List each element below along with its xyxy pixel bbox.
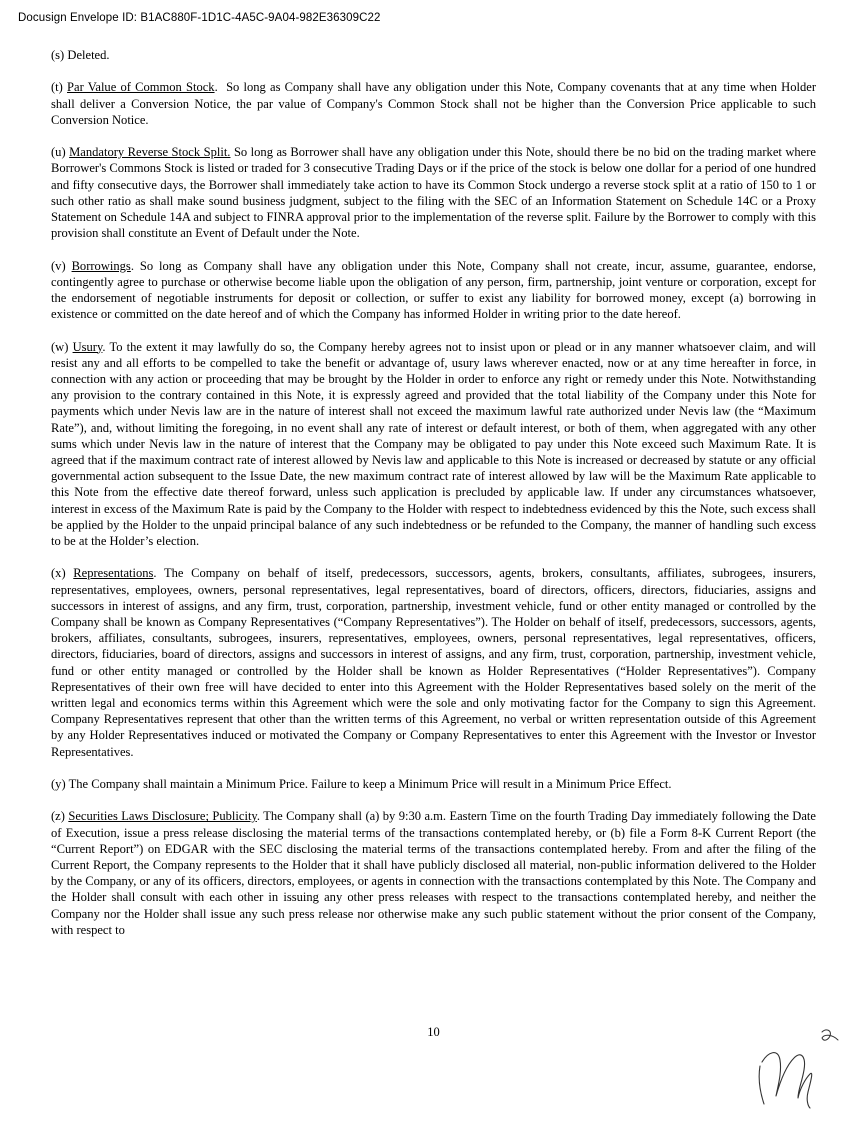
section-heading: Usury [72, 339, 103, 354]
section-heading-punct: . [102, 339, 106, 354]
section-label: (w) [51, 339, 69, 354]
section-heading-punct: . [256, 809, 261, 824]
document-body [51, 47, 816, 954]
section-heading: Borrowings [71, 258, 131, 273]
section-text: The Company shall (a) by 9:30 a.m. Eastern Time on the fourth Trading Day immediately following the Date of Execution, issue a press release disclosing the material terms of the transactions contemplated hereby, or (b) file a Form 8-K Current Report (the “Current Report”) on EDGAR with the SEC disclosing the material terms of the transactions contemplated hereby. From and after the filing of the Current Report, the Company represents to the Holder that it shall have publicly disclosed all material, non-public information delivered to the Holder by the Company, or any of its officers, directors, employees, or agents in connection with the transactions contemplated by this Note. The Company and the Holder shall consult with each other in issuing any other press releases with respect to the transactions contemplated hereby, and neither the Company nor the Holder shall issue any such press release nor otherwise make any such public statement without the prior consent of the Company, with respect to [51, 809, 816, 937]
section-text: Deleted. [67, 48, 110, 62]
section-label: (u) [51, 145, 66, 160]
section-text: The Company on behalf of itself, predecessors, successors, agents, brokers, consultants, affiliates, subrogees, insurers, representatives, employees, owners, personal representatives, legal representatives, board of directors, officers, directors, fiduciaries, assigns and successors in interest of assigns, and any firm, trust, corporation, partnership, investment vehicle, fund or other entity managed or controlled by the Company shall be known as Company Representatives (“Company Representatives”). The Holder on behalf of itself, predecessors, successors, agents, brokers, affiliates, consultants, subrogees, insurers, representatives, employees, owners, personal representatives, legal representatives, officers, directors, fiduciaries, board of directors, assigns and successors in interest of assigns, and any firm, trust, corporation, partnership, investment vehicle, fund or other entity managed or controlled by the Holder shall be known as Holder Representatives (“Holder Representatives”). Company Representatives of their own free will have decided to enter into this Agreement with the Holder Representatives based solely on the merit of the written legal and economics terms within this Agreement which were the sole and only motivating factor for the Company to sign this Agreement. Company Representatives represent that other than the written terms of this Agreement, no verbal or written representation outside of this Agreement by any Holder Representatives induced or motivated the Company or Company Representatives to enter this Agreement with the Investor or Investor Representatives. [51, 566, 816, 759]
section-label: (t) [51, 80, 63, 95]
section-s [51, 47, 816, 63]
section-heading: Par Value of Common Stock [67, 80, 215, 95]
section-heading-punct: . [153, 566, 157, 581]
section-label: (s) [51, 48, 65, 62]
section-heading-punct: . [214, 80, 218, 95]
section-heading: Representations [73, 566, 154, 581]
section-v [51, 258, 816, 323]
section-label: (y) [51, 777, 66, 792]
section-x [51, 565, 816, 759]
section-label: (x) [51, 566, 66, 581]
section-label: (z) [51, 809, 65, 824]
section-label: (v) [51, 258, 66, 273]
section-text: So long as Company shall have any obligation under this Note, Company shall not create, incur, assume, guarantee, endorse, contingently agree to purchase or otherwise become liable upon the obligation of any person, firm, partnership, joint venture or corporation, except for the endorsement of negotiable instruments for deposit or collection, or suffer to exist any liability for borrowed money, except (a) borrowing in existence or committed on the date hereof and of which the Company has informed Holder in writing prior to the date hereof. [51, 258, 816, 322]
docusign-envelope-id: Docusign Envelope ID: B1AC880F-1D1C-4A5C-9A04-982E36309C22 [18, 12, 381, 24]
section-heading: Mandatory Reverse Stock Split. [69, 145, 231, 160]
section-t [51, 79, 816, 128]
section-text: So long as Borrower shall have any obligation under this Note, should there be no bid on the trading market where Borrower's Commons Stock is listed or traded for 3 consecutive Trading Days or if the price of the stock is below one dollar for a period of one hundred and fifty consecutive days, the Borrower shall immediately take action to have its Common Stock undergo a reverse stock split at a ratio of 150 to 1 or such other ratio as shall make sound business judgment, subject to the filing with the SEC of an Information Statement on Schedule 14C or a Proxy Statement on Schedule 14A and subject to FINRA approval prior to the implementation of the reverse split. Failure by the Borrower to comply with this provision shall constitute an Event of Default under the Note. [51, 145, 816, 241]
section-z [51, 808, 816, 938]
section-heading-punct: . [130, 258, 134, 273]
section-y [51, 776, 816, 792]
section-heading: Securities Laws Disclosure; Publicity [68, 809, 257, 824]
page-number: 10 [427, 1025, 440, 1039]
section-u [51, 144, 816, 241]
section-text: To the extent it may lawfully do so, the Company hereby agrees not to insist upon or plead or in any manner whatsoever claim, and will resist any and all efforts to be compelled to take the benefit or advantage of, usury laws wherever enacted, now or at any time hereafter in force, in connection with any action or proceeding that may be brought by the Holder in order to enforce any right or remedy under this Note. Notwithstanding any provision to the contrary contained in this Note, it is expressly agreed and provided that the total liability of the Company under this Note for payments which under Nevis law are in the nature of interest shall not exceed the maximum lawful rate authorized under Nevis law (the “Maximum Rate”), and, without limiting the foregoing, in no event shall any rate of interest or default interest, or both of them, when aggregated with any other sums which under Nevis law in the nature of interest that the Company may be obligated to pay under this Note exceed such Maximum Rate. It is agreed that if the maximum contract rate of interest allowed by Nevis law and applicable to this Note is increased or decreased by statute or any official governmental action subsequent to the Issue Date, the new maximum contract rate of interest allowed by law will be the Maximum Rate applicable to this Note from the effective date thereof forward, unless such application is precluded by applicable law. If under any circumstances whatsoever, interest in excess of the Maximum Rate is paid by the Company to the Holder with respect to indebtedness evidenced by this the Note, such excess shall be applied by the Holder to the unpaid principal balance of any such indebtedness or be refunded to the Company, the manner of handling such excess to be at the Holder’s election. [51, 339, 816, 549]
section-w [51, 339, 816, 550]
section-text: The Company shall maintain a Minimum Price. Failure to keep a Minimum Price will result in a Minimum Price Effect. [68, 777, 672, 792]
section-text: So long as Company shall have any obligation under this Note, Company covenants that at any time when Holder shall deliver a Conversion Notice, the par value of Company's Common Stock shall not be higher than the Conversion Price applicable to such Conversion Notice. [51, 80, 816, 127]
handwritten-initials-signature [752, 1026, 844, 1110]
